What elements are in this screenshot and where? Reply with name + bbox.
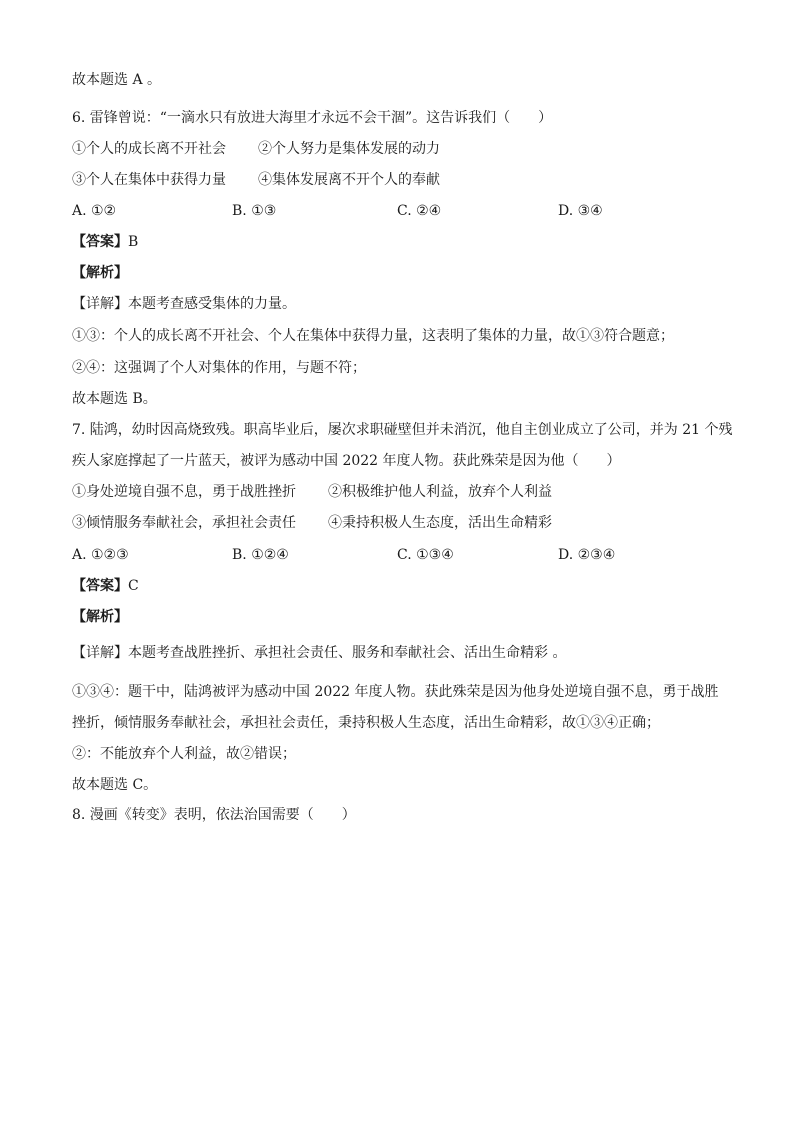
q6-answer-value: B <box>128 234 139 250</box>
q7-options <box>72 545 615 565</box>
q7-item-3: ③倾情服务奉献社会，承担社会责任 <box>72 515 296 531</box>
q6-answer-tag: 【答案】 <box>72 234 128 250</box>
q6-items-row2 <box>72 170 440 190</box>
q7-answer-tag: 【答案】 <box>72 578 128 594</box>
q7-item-4: ④秉持积极人生态度，活出生命精彩 <box>328 515 552 531</box>
q7-explain1-line2: 挫折，倾情服务奉献社会，承担社会责任，秉持积极人生态度，活出生命精彩，故①③④正确； <box>72 715 660 731</box>
q6-option-c: C. ②④ <box>397 203 442 219</box>
q6-stem: 6. 雷锋曾说：“一滴水只有放进大海里才永远不会干涸”。这告诉我们（ ） <box>72 110 553 126</box>
q6-item-3: ③个人在集体中获得力量 <box>72 172 226 188</box>
prev-conclusion: 故本题选 A 。 <box>72 72 162 88</box>
q6-items-row1 <box>72 139 440 159</box>
q7-answer-value: C <box>128 578 139 594</box>
q7-option-c: C. ①③④ <box>397 547 454 563</box>
q7-analysis-tag: 【解析】 <box>72 609 128 625</box>
q6-item-1: ①个人的成长离不开社会 <box>72 141 226 157</box>
q6-option-a: A. ①② <box>72 203 117 219</box>
q7-item-1: ①身处逆境自强不息，勇于战胜挫折 <box>72 484 296 500</box>
q7-option-d: D. ②③④ <box>558 547 616 563</box>
q6-detail: 【详解】本题考查感受集体的力量。 <box>72 296 296 312</box>
q7-stem-line2: 疾人家庭撑起了一片蓝天，被评为感动中国 2022 年度人物。获此殊荣是因为他（ ） <box>72 453 621 469</box>
q6-option-b: B. ①③ <box>232 203 277 219</box>
q8-stem: 8. 漫画《转变》表明，依法治国需要（ ） <box>72 807 356 823</box>
q6-item-2: ②个人努力是集体发展的动力 <box>258 141 440 157</box>
q6-analysis-tag: 【解析】 <box>72 265 128 281</box>
q6-conclusion: 故本题选 B。 <box>72 391 157 407</box>
q7-explain1-line1: ①③④：题干中，陆鸿被评为感动中国 2022 年度人物。获此殊荣是因为他身处逆境自强不息，勇于战胜 <box>72 684 719 700</box>
q6-explain1: ①③：个人的成长离不开社会、个人在集体中获得力量，这表明了集体的力量，故①③符合题意； <box>72 328 674 344</box>
q7-item-2: ②积极维护他人利益，放弃个人利益 <box>328 484 552 500</box>
q7-option-b: B. ①②④ <box>232 547 289 563</box>
q6-option-d: D. ③④ <box>558 203 603 219</box>
q6-explain2: ②④：这强调了个人对集体的作用，与题不符； <box>72 360 366 376</box>
q6-item-4: ④集体发展离不开个人的奉献 <box>258 172 440 188</box>
q7-items-row2 <box>72 513 552 533</box>
q7-answer <box>72 576 139 596</box>
q6-answer <box>72 232 138 252</box>
q7-conclusion: 故本题选 C。 <box>72 777 158 793</box>
q7-stem-line1: 7. 陆鸿，幼时因高烧致残。职高毕业后，屡次求职碰壁但并未消沉，他自主创业成立了公司，并为 21 个残 <box>72 422 733 438</box>
q7-explain2: ②：不能放弃个人利益，故②错误； <box>72 746 296 762</box>
q7-items-row1 <box>72 482 552 502</box>
q7-detail: 【详解】本题考查战胜挫折、承担社会责任、服务和奉献社会、活出生命精彩 。 <box>72 645 567 661</box>
q6-options <box>72 201 603 221</box>
q7-option-a: A. ①②③ <box>72 547 129 563</box>
